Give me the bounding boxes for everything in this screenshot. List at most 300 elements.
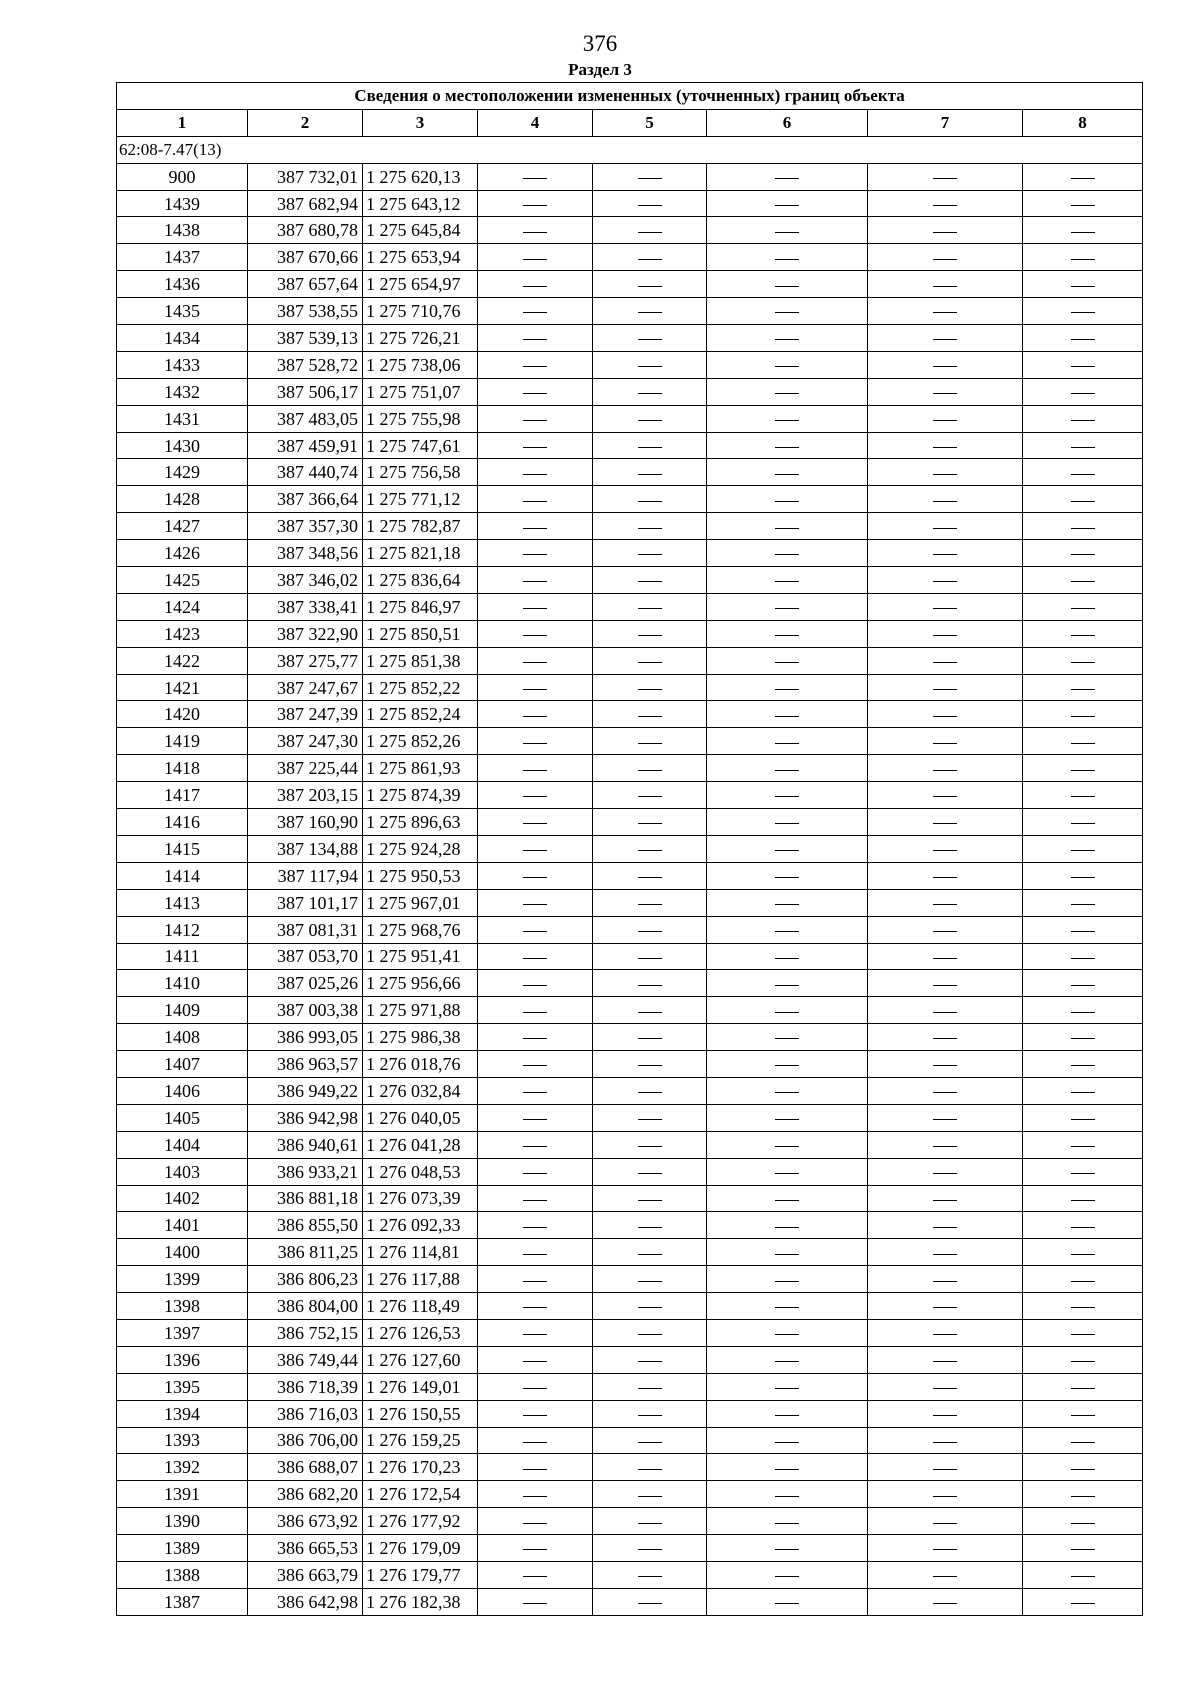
empty-value-cell: [868, 701, 1023, 728]
empty-dash: [1071, 286, 1095, 287]
empty-value-cell: [1023, 1185, 1143, 1212]
table-row: [117, 755, 1143, 782]
empty-dash: [1071, 1549, 1095, 1550]
x-coordinate-cell: 387 101,17: [248, 889, 363, 916]
empty-dash: [775, 1442, 799, 1443]
empty-dash: [638, 1334, 662, 1335]
empty-dash: [775, 1307, 799, 1308]
empty-value-cell: [593, 1077, 707, 1104]
y-coordinate-cell: 1 275 771,12: [363, 486, 478, 513]
empty-dash: [1071, 312, 1095, 313]
empty-dash: [1071, 366, 1095, 367]
y-coordinate-cell: 1 276 150,55: [363, 1400, 478, 1427]
empty-dash: [523, 1281, 547, 1282]
empty-dash: [523, 259, 547, 260]
table-row: [117, 1293, 1143, 1320]
empty-dash: [523, 501, 547, 502]
empty-value-cell: [868, 1024, 1023, 1051]
x-coordinate-cell: 386 963,57: [248, 1051, 363, 1078]
empty-value-cell: [593, 1535, 707, 1562]
y-coordinate-cell: 1 276 040,05: [363, 1104, 478, 1131]
y-coordinate-cell: 1 275 755,98: [363, 405, 478, 432]
empty-dash: [523, 554, 547, 555]
empty-dash: [1071, 1065, 1095, 1066]
empty-value-cell: [707, 298, 868, 325]
empty-dash: [523, 1549, 547, 1550]
empty-value-cell: [707, 432, 868, 459]
x-coordinate-cell: 387 025,26: [248, 970, 363, 997]
empty-value-cell: [868, 190, 1023, 217]
empty-dash: [775, 528, 799, 529]
point-number-cell: 1434: [117, 325, 248, 352]
empty-value-cell: [1023, 1319, 1143, 1346]
table-row: [117, 1212, 1143, 1239]
empty-value-cell: [478, 1481, 593, 1508]
empty-dash: [1071, 635, 1095, 636]
empty-value-cell: [707, 378, 868, 405]
x-coordinate-cell: 387 348,56: [248, 540, 363, 567]
empty-value-cell: [868, 593, 1023, 620]
table-row: [117, 1373, 1143, 1400]
y-coordinate-cell: 1 275 645,84: [363, 217, 478, 244]
empty-dash: [638, 1469, 662, 1470]
empty-value-cell: [1023, 1131, 1143, 1158]
empty-value-cell: [1023, 916, 1143, 943]
empty-dash: [1071, 581, 1095, 582]
y-coordinate-cell: 1 275 852,24: [363, 701, 478, 728]
empty-dash: [933, 581, 957, 582]
empty-value-cell: [868, 271, 1023, 298]
point-number-cell: 1392: [117, 1454, 248, 1481]
empty-value-cell: [478, 674, 593, 701]
y-coordinate-cell: 1 276 041,28: [363, 1131, 478, 1158]
table-row: [117, 486, 1143, 513]
empty-value-cell: [868, 351, 1023, 378]
empty-dash: [523, 1173, 547, 1174]
empty-value-cell: [478, 620, 593, 647]
y-coordinate-cell: 1 275 821,18: [363, 540, 478, 567]
empty-dash: [775, 393, 799, 394]
point-number-cell: 1395: [117, 1373, 248, 1400]
point-number-cell: 1407: [117, 1051, 248, 1078]
empty-dash: [523, 743, 547, 744]
empty-value-cell: [593, 755, 707, 782]
empty-value-cell: [593, 1158, 707, 1185]
y-coordinate-cell: 1 276 018,76: [363, 1051, 478, 1078]
empty-value-cell: [868, 889, 1023, 916]
empty-value-cell: [593, 1508, 707, 1535]
x-coordinate-cell: 386 942,98: [248, 1104, 363, 1131]
table-row: [117, 325, 1143, 352]
y-coordinate-cell: 1 276 092,33: [363, 1212, 478, 1239]
empty-dash: [638, 528, 662, 529]
table-row: [117, 1535, 1143, 1562]
x-coordinate-cell: 386 682,20: [248, 1481, 363, 1508]
empty-dash: [775, 259, 799, 260]
empty-dash: [1071, 1415, 1095, 1416]
empty-value-cell: [478, 943, 593, 970]
empty-value-cell: [478, 889, 593, 916]
empty-value-cell: [707, 1508, 868, 1535]
empty-dash: [933, 528, 957, 529]
empty-dash: [523, 1361, 547, 1362]
empty-dash: [523, 1119, 547, 1120]
table-caption: Сведения о местоположении измененных (уточненных) границ объекта: [117, 83, 1143, 110]
empty-dash: [638, 904, 662, 905]
empty-dash: [523, 1038, 547, 1039]
empty-dash: [1071, 931, 1095, 932]
empty-value-cell: [868, 1266, 1023, 1293]
empty-value-cell: [593, 1212, 707, 1239]
y-coordinate-cell: 1 275 846,97: [363, 593, 478, 620]
empty-dash: [523, 1307, 547, 1308]
empty-value-cell: [478, 1454, 593, 1481]
y-coordinate-cell: 1 275 643,12: [363, 190, 478, 217]
point-number-cell: 1421: [117, 674, 248, 701]
empty-dash: [1071, 1603, 1095, 1604]
empty-dash: [933, 1254, 957, 1255]
empty-dash: [523, 1469, 547, 1470]
empty-value-cell: [868, 540, 1023, 567]
empty-dash: [775, 339, 799, 340]
empty-value-cell: [593, 809, 707, 836]
empty-dash: [1071, 420, 1095, 421]
empty-value-cell: [1023, 190, 1143, 217]
empty-dash: [775, 501, 799, 502]
empty-dash: [933, 1012, 957, 1013]
empty-value-cell: [1023, 1373, 1143, 1400]
y-coordinate-cell: 1 276 127,60: [363, 1346, 478, 1373]
empty-value-cell: [1023, 782, 1143, 809]
empty-value-cell: [478, 325, 593, 352]
empty-value-cell: [868, 1373, 1023, 1400]
empty-dash: [933, 312, 957, 313]
empty-dash: [523, 1388, 547, 1389]
empty-dash: [523, 1415, 547, 1416]
empty-dash: [523, 420, 547, 421]
x-coordinate-cell: 386 933,21: [248, 1158, 363, 1185]
empty-dash: [775, 1549, 799, 1550]
empty-dash: [638, 850, 662, 851]
empty-value-cell: [868, 782, 1023, 809]
y-coordinate-cell: 1 275 653,94: [363, 244, 478, 271]
empty-value-cell: [593, 567, 707, 594]
x-coordinate-cell: 387 225,44: [248, 755, 363, 782]
empty-value-cell: [593, 943, 707, 970]
empty-value-cell: [1023, 889, 1143, 916]
empty-dash: [775, 904, 799, 905]
empty-dash: [933, 796, 957, 797]
point-number-cell: 1409: [117, 997, 248, 1024]
empty-dash: [1071, 1496, 1095, 1497]
empty-dash: [775, 1523, 799, 1524]
x-coordinate-cell: 387 247,67: [248, 674, 363, 701]
x-coordinate-cell: 387 338,41: [248, 593, 363, 620]
empty-value-cell: [478, 378, 593, 405]
empty-dash: [638, 1523, 662, 1524]
point-number-cell: 1406: [117, 1077, 248, 1104]
point-number-cell: 1404: [117, 1131, 248, 1158]
empty-value-cell: [478, 1185, 593, 1212]
empty-dash: [1071, 1307, 1095, 1308]
empty-value-cell: [707, 190, 868, 217]
empty-value-cell: [707, 728, 868, 755]
empty-dash: [638, 474, 662, 475]
empty-dash: [638, 1281, 662, 1282]
empty-value-cell: [707, 567, 868, 594]
empty-dash: [775, 743, 799, 744]
empty-dash: [933, 1469, 957, 1470]
empty-value-cell: [1023, 701, 1143, 728]
empty-value-cell: [593, 1185, 707, 1212]
empty-dash: [775, 1415, 799, 1416]
empty-value-cell: [593, 486, 707, 513]
empty-value-cell: [707, 916, 868, 943]
empty-value-cell: [707, 970, 868, 997]
empty-dash: [523, 1146, 547, 1147]
point-number-cell: 1397: [117, 1319, 248, 1346]
empty-dash: [638, 1254, 662, 1255]
empty-dash: [638, 501, 662, 502]
empty-value-cell: [478, 835, 593, 862]
empty-value-cell: [593, 1024, 707, 1051]
empty-dash: [933, 770, 957, 771]
point-number-cell: 1413: [117, 889, 248, 916]
empty-value-cell: [707, 1535, 868, 1562]
empty-dash: [1071, 796, 1095, 797]
empty-value-cell: [478, 970, 593, 997]
table-row: [117, 1346, 1143, 1373]
empty-dash: [638, 420, 662, 421]
table-row: [117, 809, 1143, 836]
empty-dash: [1071, 1523, 1095, 1524]
y-coordinate-cell: 1 276 149,01: [363, 1373, 478, 1400]
empty-value-cell: [707, 1104, 868, 1131]
empty-value-cell: [478, 1077, 593, 1104]
empty-dash: [638, 662, 662, 663]
empty-value-cell: [707, 835, 868, 862]
point-number-cell: 1426: [117, 540, 248, 567]
x-coordinate-cell: 387 053,70: [248, 943, 363, 970]
y-coordinate-cell: 1 276 179,77: [363, 1561, 478, 1588]
x-coordinate-cell: 386 665,53: [248, 1535, 363, 1562]
empty-dash: [638, 608, 662, 609]
empty-value-cell: [1023, 163, 1143, 190]
empty-value-cell: [1023, 1588, 1143, 1615]
table-row: [117, 997, 1143, 1024]
empty-dash: [775, 1334, 799, 1335]
empty-dash: [1071, 339, 1095, 340]
point-number-cell: 1396: [117, 1346, 248, 1373]
point-number-cell: 1420: [117, 701, 248, 728]
empty-value-cell: [478, 513, 593, 540]
empty-value-cell: [478, 755, 593, 782]
y-coordinate-cell: 1 275 747,61: [363, 432, 478, 459]
empty-value-cell: [593, 674, 707, 701]
empty-value-cell: [868, 486, 1023, 513]
x-coordinate-cell: 387 528,72: [248, 351, 363, 378]
empty-value-cell: [593, 405, 707, 432]
empty-value-cell: [868, 1239, 1023, 1266]
column-number: 2: [248, 109, 363, 136]
empty-value-cell: [707, 1319, 868, 1346]
empty-value-cell: [707, 755, 868, 782]
y-coordinate-cell: 1 275 951,41: [363, 943, 478, 970]
empty-dash: [1071, 1200, 1095, 1201]
empty-dash: [1071, 1038, 1095, 1039]
empty-dash: [523, 339, 547, 340]
empty-value-cell: [593, 889, 707, 916]
empty-value-cell: [1023, 1024, 1143, 1051]
point-number-cell: 1419: [117, 728, 248, 755]
empty-value-cell: [868, 432, 1023, 459]
table-row: [117, 1427, 1143, 1454]
table-row: [117, 1400, 1143, 1427]
empty-dash: [1071, 474, 1095, 475]
empty-dash: [775, 1496, 799, 1497]
y-coordinate-cell: 1 275 852,22: [363, 674, 478, 701]
empty-dash: [638, 205, 662, 206]
empty-dash: [933, 1415, 957, 1416]
empty-dash: [775, 1065, 799, 1066]
empty-dash: [775, 581, 799, 582]
empty-value-cell: [593, 1266, 707, 1293]
empty-dash: [933, 985, 957, 986]
empty-dash: [1071, 1146, 1095, 1147]
empty-value-cell: [1023, 1481, 1143, 1508]
empty-dash: [638, 447, 662, 448]
x-coordinate-cell: 387 117,94: [248, 862, 363, 889]
point-number-cell: 1393: [117, 1427, 248, 1454]
empty-value-cell: [707, 217, 868, 244]
table-row: [117, 835, 1143, 862]
x-coordinate-cell: 387 538,55: [248, 298, 363, 325]
column-number: 3: [363, 109, 478, 136]
empty-value-cell: [478, 351, 593, 378]
empty-dash: [638, 1496, 662, 1497]
empty-value-cell: [478, 432, 593, 459]
point-number-cell: 1401: [117, 1212, 248, 1239]
empty-dash: [523, 904, 547, 905]
empty-dash: [933, 635, 957, 636]
empty-value-cell: [1023, 244, 1143, 271]
empty-dash: [638, 1388, 662, 1389]
empty-value-cell: [593, 1131, 707, 1158]
empty-value-cell: [1023, 513, 1143, 540]
empty-value-cell: [478, 916, 593, 943]
column-number: 1: [117, 109, 248, 136]
table-row: [117, 271, 1143, 298]
y-coordinate-cell: 1 275 986,38: [363, 1024, 478, 1051]
empty-dash: [1071, 178, 1095, 179]
empty-value-cell: [1023, 620, 1143, 647]
point-number-cell: 1423: [117, 620, 248, 647]
empty-value-cell: [707, 1212, 868, 1239]
empty-dash: [933, 259, 957, 260]
empty-value-cell: [868, 997, 1023, 1024]
x-coordinate-cell: 387 247,30: [248, 728, 363, 755]
point-number-cell: 1435: [117, 298, 248, 325]
y-coordinate-cell: 1 275 861,93: [363, 755, 478, 782]
point-number-cell: 1412: [117, 916, 248, 943]
empty-dash: [933, 1200, 957, 1201]
table-row: [117, 1158, 1143, 1185]
empty-value-cell: [593, 459, 707, 486]
empty-value-cell: [1023, 1212, 1143, 1239]
y-coordinate-cell: 1 275 874,39: [363, 782, 478, 809]
empty-dash: [638, 259, 662, 260]
point-number-cell: 1422: [117, 647, 248, 674]
y-coordinate-cell: 1 275 971,88: [363, 997, 478, 1024]
point-number-cell: 1399: [117, 1266, 248, 1293]
empty-value-cell: [868, 1185, 1023, 1212]
empty-dash: [523, 1442, 547, 1443]
empty-value-cell: [1023, 593, 1143, 620]
empty-value-cell: [478, 163, 593, 190]
empty-dash: [933, 1442, 957, 1443]
empty-dash: [1071, 1012, 1095, 1013]
y-coordinate-cell: 1 276 126,53: [363, 1319, 478, 1346]
empty-value-cell: [593, 351, 707, 378]
empty-value-cell: [707, 701, 868, 728]
empty-value-cell: [1023, 862, 1143, 889]
empty-dash: [775, 1281, 799, 1282]
empty-value-cell: [1023, 1535, 1143, 1562]
point-number-cell: 1438: [117, 217, 248, 244]
y-coordinate-cell: 1 276 117,88: [363, 1266, 478, 1293]
x-coordinate-cell: 387 003,38: [248, 997, 363, 1024]
empty-dash: [1071, 1173, 1095, 1174]
x-coordinate-cell: 386 811,25: [248, 1239, 363, 1266]
point-number-cell: 1410: [117, 970, 248, 997]
x-coordinate-cell: 386 806,23: [248, 1266, 363, 1293]
empty-value-cell: [478, 1427, 593, 1454]
empty-dash: [775, 635, 799, 636]
empty-dash: [1071, 1361, 1095, 1362]
empty-dash: [775, 985, 799, 986]
empty-value-cell: [868, 1427, 1023, 1454]
x-coordinate-cell: 387 732,01: [248, 163, 363, 190]
column-number: 7: [868, 109, 1023, 136]
empty-dash: [775, 796, 799, 797]
empty-value-cell: [1023, 1051, 1143, 1078]
empty-value-cell: [1023, 728, 1143, 755]
empty-dash: [638, 796, 662, 797]
empty-value-cell: [1023, 1454, 1143, 1481]
table-row: [117, 567, 1143, 594]
empty-value-cell: [478, 701, 593, 728]
empty-value-cell: [593, 271, 707, 298]
point-number-cell: 1431: [117, 405, 248, 432]
empty-dash: [933, 1173, 957, 1174]
empty-value-cell: [1023, 1427, 1143, 1454]
empty-dash: [933, 1549, 957, 1550]
empty-dash: [638, 1415, 662, 1416]
empty-value-cell: [707, 325, 868, 352]
empty-value-cell: [593, 701, 707, 728]
empty-dash: [933, 1119, 957, 1120]
empty-dash: [933, 1388, 957, 1389]
empty-dash: [775, 608, 799, 609]
empty-dash: [523, 635, 547, 636]
empty-value-cell: [707, 405, 868, 432]
table-row: [117, 1077, 1143, 1104]
empty-dash: [638, 958, 662, 959]
x-coordinate-cell: 386 881,18: [248, 1185, 363, 1212]
empty-value-cell: [1023, 540, 1143, 567]
empty-dash: [1071, 554, 1095, 555]
empty-dash: [1071, 1388, 1095, 1389]
